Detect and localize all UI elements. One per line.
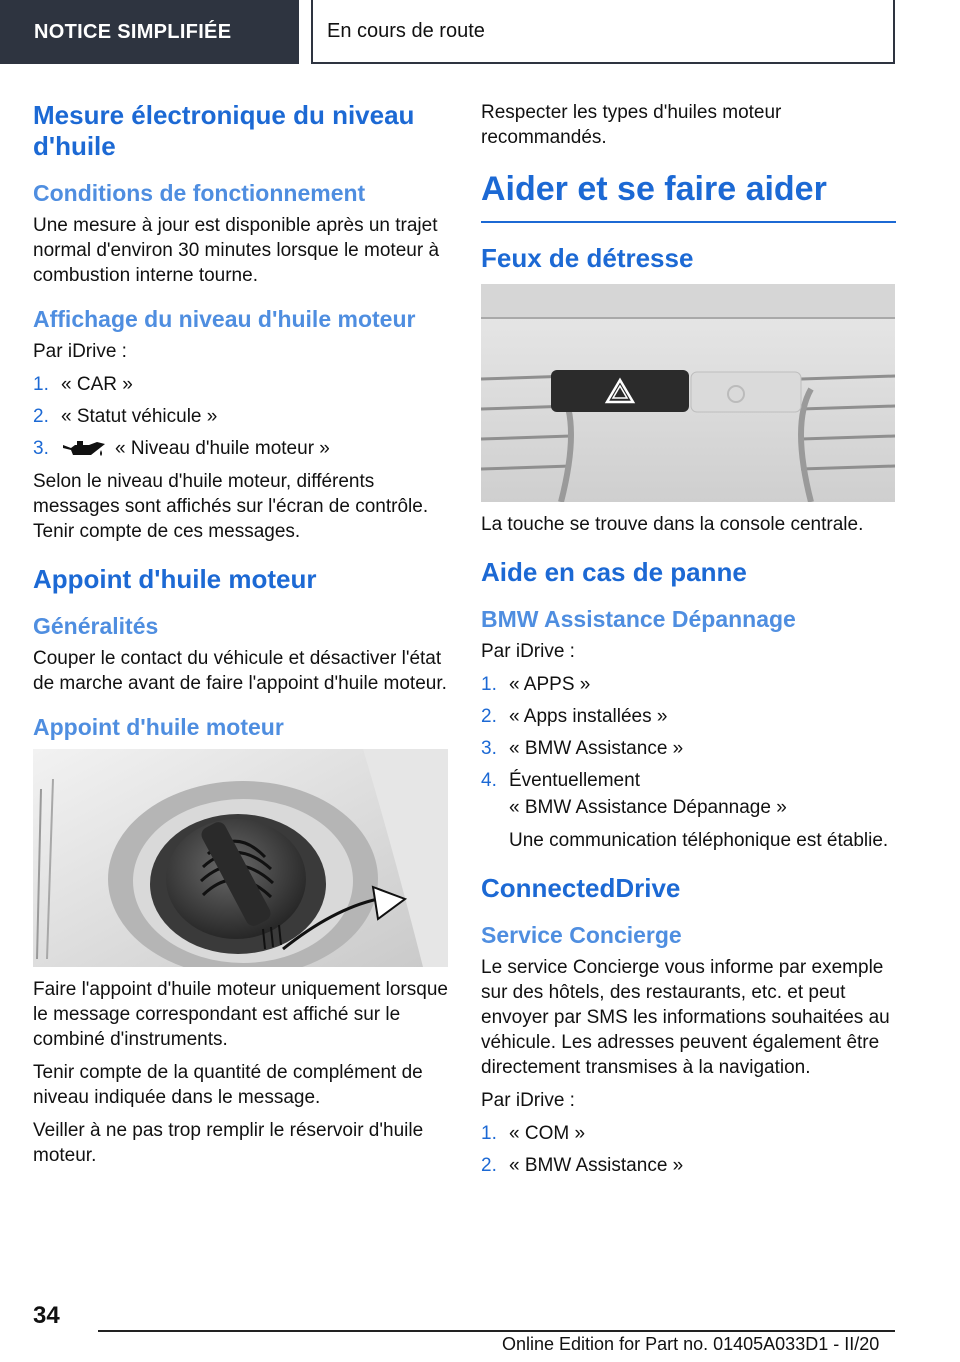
header-chapter-label: En cours de route (327, 19, 485, 42)
oil-display-text: Selon le niveau d'huile moteur, différents messages sont affichés sur l'écran de contrôle. Tenir compte de ces messages. (33, 471, 429, 543)
left-column (33, 100, 448, 1176)
step-text: « BMW Assistance » (509, 1155, 684, 1176)
step-text: « Niveau d'huile moteur » (115, 438, 330, 460)
assist-steps (481, 672, 896, 853)
list-item (33, 404, 448, 429)
concierge-title: Service Concierge (481, 922, 682, 948)
topup-text-2: Tenir compte de la quantité de complément de niveau indiquée dans le message. (33, 1062, 423, 1109)
topup-text-3: Veiller à ne pas trop remplir le réservoir d'huile moteur. (33, 1120, 424, 1167)
step-number: 3. (481, 738, 497, 759)
concierge-intro: Par iDrive : (481, 1090, 575, 1111)
list-item (481, 768, 896, 853)
oil-types-text: Respecter les types d'huiles moteur recommandés. (481, 102, 782, 148)
header-section (0, 0, 299, 64)
oil-display-intro: Par iDrive : (33, 341, 127, 363)
list-item (481, 672, 896, 697)
step-number: 2. (481, 706, 497, 727)
step-text: « CAR » (61, 374, 133, 396)
step-text: « COM » (509, 1123, 586, 1144)
list-item (481, 704, 896, 729)
step-text: « BMW Assistance » (509, 738, 684, 759)
list-item (33, 372, 448, 397)
step-number: 1. (481, 674, 497, 695)
concierge-steps (481, 1121, 896, 1178)
help-title: Aider et se faire aider (481, 170, 896, 223)
concierge-text: Le service Concierge vous informe par exemple sur des hôtels, des restaurants, etc. et peut envoyer par SMS les informations souhaitées au véhicule. Les adresses peuvent également être directement transmises à la navigation. (481, 957, 890, 1078)
oil-measure-title: Mesure électronique du niveau d'huile (33, 100, 415, 162)
assist-title: BMW Assistance Dépannage (481, 606, 796, 632)
header-section-label: NOTICE SIMPLIFIÉE (34, 20, 232, 43)
footer-divider (98, 1330, 895, 1332)
step-number: 3. (33, 438, 49, 460)
step-number: 2. (33, 406, 49, 428)
hazard-title: Feux de détresse (481, 243, 694, 273)
right-column (481, 100, 896, 1186)
step-subtext: « BMW Assistance Dépannage » (509, 797, 787, 818)
step-number: 4. (481, 770, 497, 791)
conditions-text: Une mesure à jour est disponible après un trajet normal d'environ 30 minutes lorsque le moteur à combustion interne tourne. (33, 215, 440, 287)
step-number: 1. (481, 1123, 497, 1144)
header-chapter (311, 0, 895, 64)
general-title: Généralités (33, 613, 159, 640)
step-text: Éventuellement (509, 770, 640, 791)
hazard-button-image (481, 284, 895, 502)
topup-text-1: Faire l'appoint d'huile moteur uniquement lorsque le message correspondant est affiché sur le combiné d'instruments. (33, 979, 448, 1051)
oil-display-title: Affichage du niveau d'huile moteur (33, 306, 416, 333)
step-number: 1. (33, 374, 49, 396)
step-text: « Apps installées » (509, 706, 668, 727)
topup-subtitle: Appoint d'huile moteur (33, 714, 284, 741)
step-note: Une communication téléphonique est établie. (509, 830, 889, 851)
breakdown-title: Aide en cas de panne (481, 557, 747, 587)
connecteddrive-title: ConnectedDrive (481, 873, 681, 903)
oil-can-icon (61, 439, 107, 459)
assist-intro: Par iDrive : (481, 641, 575, 662)
oil-filler-cap-image (33, 749, 448, 967)
step-text: « Statut véhicule » (61, 406, 218, 428)
list-item (481, 1121, 896, 1146)
list-item (481, 1153, 896, 1178)
oil-display-steps (33, 372, 448, 461)
conditions-title: Conditions de fonctionnement (33, 180, 366, 207)
edition-text: Online Edition for Part no. 01405A033D1 - II/20 (502, 1334, 880, 1354)
hazard-caption: La touche se trouve dans la console centrale. (481, 514, 864, 535)
list-item (481, 736, 896, 761)
page-number: 34 (33, 1302, 60, 1329)
list-item (33, 436, 448, 461)
step-number: 2. (481, 1155, 497, 1176)
topup-title: Appoint d'huile moteur (33, 564, 317, 595)
general-text: Couper le contact du véhicule et désactiver l'état de marche avant de faire l'appoint d'huile moteur. (33, 648, 447, 695)
step-text: « APPS » (509, 674, 591, 695)
